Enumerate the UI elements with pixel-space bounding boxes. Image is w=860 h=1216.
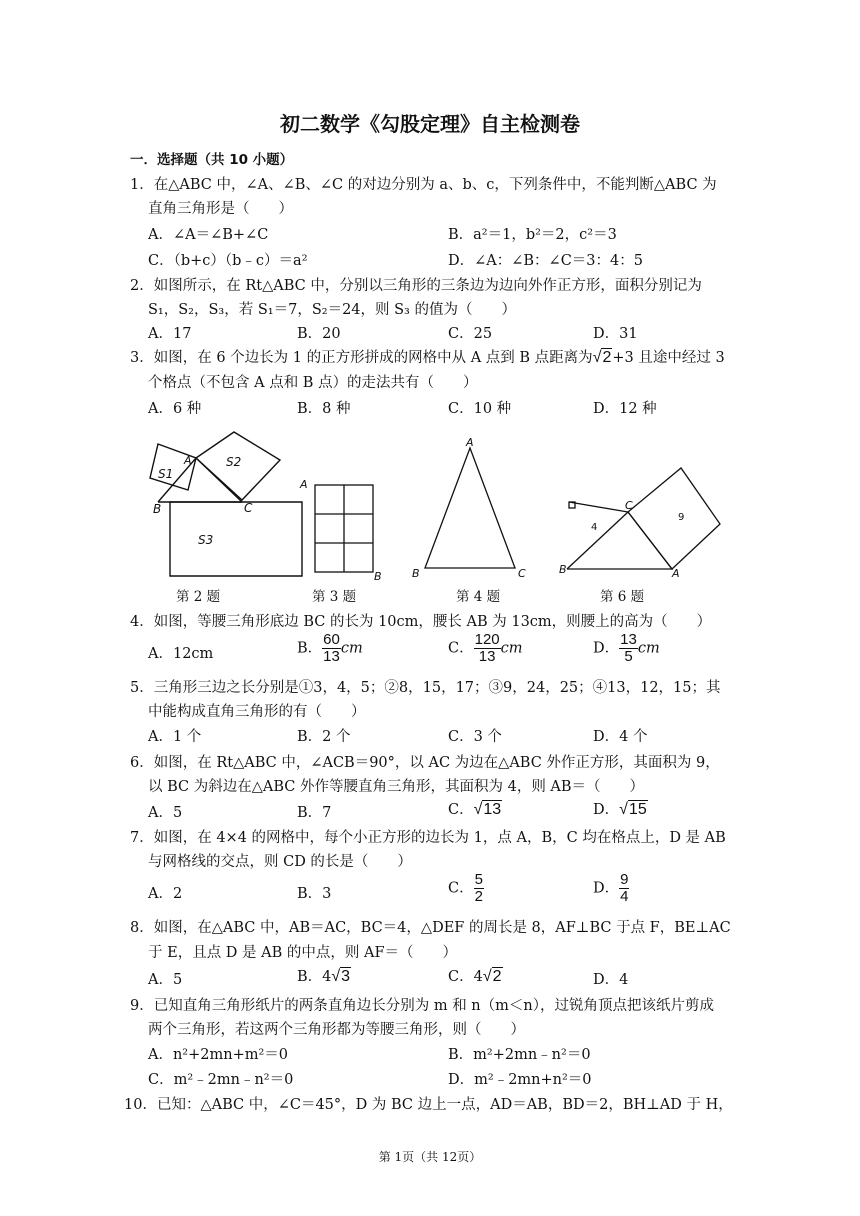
- q4-option-c: [448, 632, 523, 665]
- q1-option-d: D．∠A：∠B：∠C＝3：4：5: [448, 253, 643, 269]
- radicand: 15: [628, 801, 647, 818]
- q3-stem-part1: 3．如图，在 6 个边长为 1 的正方形拼成的网格中从 A 点到 B 点距离为: [130, 350, 593, 366]
- fig6-area-9: 9: [678, 512, 685, 523]
- fig4-label-c: C: [518, 567, 526, 580]
- q1-option-c: C．（b+c）（b﹣c）＝a²: [148, 253, 308, 269]
- radicand: 13: [483, 801, 502, 818]
- q7-stem-line1: 7．如图，在 4×4 的网格中，每个小正方形的边长为 1，点 A，B，C 均在格点上，D 是 AB: [130, 830, 726, 846]
- fig6-label-b: B: [559, 563, 567, 576]
- q8-option-b: [297, 965, 351, 986]
- option-label: C．: [448, 640, 474, 657]
- fig6-label-a: A: [672, 567, 680, 580]
- fig4-label-a: A: [466, 436, 474, 449]
- q2-stem-line1: 2．如图所示，在 Rt△ABC 中，分别以三角形的三条边为边向外作正方形，面积分别记为: [130, 278, 702, 294]
- denominator: 2: [474, 888, 483, 905]
- q3-option-d: D．12 种: [593, 401, 657, 417]
- sqrt-expression: √2: [592, 349, 612, 366]
- option-label: B．4: [297, 969, 332, 985]
- figure-3-caption: 第 3 题: [312, 589, 357, 605]
- fraction: [619, 872, 629, 905]
- fraction: [619, 632, 638, 665]
- q6-option-b: B．7: [297, 805, 332, 821]
- figure-2-caption: 第 2 题: [176, 589, 221, 605]
- square-on-ac: [628, 468, 720, 569]
- q5-stem-line2: 中能构成直角三角形的有（ ）: [148, 704, 366, 720]
- q1-option-a: A．∠A＝∠B+∠C: [148, 227, 269, 243]
- numerator: 5: [474, 871, 483, 888]
- figure-3-grid: [315, 485, 373, 572]
- q8-stem-line2: 于 E，且点 D 是 AB 的中点，则 AF＝（ ）: [148, 945, 458, 961]
- option-label: D．: [593, 640, 620, 657]
- q1-option-b: B．a²＝1，b²＝2，c²＝3: [448, 227, 617, 243]
- figure-6-caption: 第 6 题: [600, 589, 645, 605]
- option-label: C．: [448, 880, 474, 897]
- unit: cm: [340, 640, 363, 657]
- q9-stem-line1: 9．已知直角三角形纸片的两条直角边长分别为 m 和 n（m＜n），过锐角顶点把该纸片剪成: [130, 998, 714, 1014]
- page-title: 初二数学《勾股定理》自主检测卷: [280, 112, 580, 136]
- q5-option-d: D．4 个: [593, 729, 648, 745]
- q4-option-a: A．12cm: [148, 646, 214, 662]
- q7-option-c: [448, 872, 484, 905]
- q8-option-a: A．5: [148, 972, 183, 988]
- denominator: 5: [624, 648, 633, 665]
- q3-option-a: A．6 种: [148, 401, 202, 417]
- q6-option-c: [448, 798, 502, 819]
- q6-option-d: [593, 798, 648, 819]
- fig2-label-s3: S3: [198, 533, 214, 547]
- figure-6: [567, 468, 720, 569]
- q7-option-a: A．2: [148, 886, 183, 902]
- numerator: 60: [323, 631, 340, 648]
- fig2-label-s1: S1: [158, 467, 174, 481]
- q4-option-b: [297, 632, 363, 665]
- sqrt-expression: √13: [473, 801, 502, 818]
- sqrt-expression: √15: [619, 801, 647, 818]
- q4-stem: 4．如图，等腰三角形底边 BC 的长为 10cm，腰长 AB 为 13cm，则腰上的高为（ ）: [130, 614, 712, 630]
- q9-option-b: B．m²+2mn﹣n²＝0: [448, 1047, 591, 1063]
- denominator: 13: [478, 648, 496, 665]
- figure-4-triangle: [425, 448, 515, 568]
- right-isosceles-triangle: [567, 502, 628, 569]
- q9-option-c: C．m²﹣2mn﹣n²＝0: [148, 1072, 294, 1088]
- q9-option-a: A．n²+2mn+m²＝0: [148, 1047, 289, 1063]
- unit: cm: [500, 640, 523, 657]
- q5-option-a: A．1 个: [148, 729, 202, 745]
- q6-stem-line1: 6．如图，在 Rt△ABC 中，∠ACB＝90°，以 AC 为边在△ABC 外作正方形，其面积为 9，: [130, 755, 720, 771]
- figure-4-caption: 第 4 题: [456, 589, 501, 605]
- fig2-label-s2: S2: [226, 455, 242, 469]
- fraction: [474, 872, 484, 905]
- figures-row: [120, 430, 740, 590]
- option-label: C．4: [448, 969, 483, 985]
- q5-option-b: B．2 个: [297, 729, 351, 745]
- fraction: [474, 632, 501, 665]
- fig6-label-c: C: [625, 499, 633, 512]
- q8-option-c: [448, 965, 503, 986]
- option-label: D．: [593, 802, 620, 818]
- section-heading: 一．选择题（共 10 小题）: [130, 152, 294, 168]
- sqrt-expression: √3: [331, 968, 351, 985]
- square-s3: [170, 502, 302, 576]
- q7-stem-line2: 与网格线的交点，则 CD 的长是（ ）: [148, 854, 412, 870]
- q7-option-b: B．3: [297, 886, 332, 902]
- q8-stem-line1: 8．如图，在△ABC 中，AB＝AC，BC＝4，△DEF 的周长是 8，AF⊥BC 于点 F，BE⊥AC: [130, 920, 731, 936]
- unit: cm: [637, 640, 660, 657]
- figure-2: [150, 432, 302, 576]
- q3-stem-line1: [130, 346, 725, 367]
- q2-stem-line2: S₁，S₂，S₃，若 S₁＝7，S₂＝24，则 S₃ 的值为（ ）: [148, 302, 516, 318]
- q5-option-c: C．3 个: [448, 729, 502, 745]
- q2-option-b: B．20: [297, 326, 341, 342]
- q8-option-d: D．4: [593, 972, 629, 988]
- denominator: 13: [323, 648, 340, 665]
- q2-option-d: D．31: [593, 326, 638, 342]
- page-footer: 第 1页（共 12页）: [378, 1150, 482, 1164]
- fig6-area-4: 4: [591, 522, 598, 533]
- denominator: 4: [620, 888, 629, 905]
- q3-option-c: C．10 种: [448, 401, 512, 417]
- fig4-label-b: B: [412, 567, 420, 580]
- q1-stem-line2: 直角三角形是（ ）: [148, 201, 293, 217]
- q10-stem-line1: 10．已知：△ABC 中，∠C＝45°，D 为 BC 边上一点，AD＝AB，BD＝2，BH⊥AD 于 H，: [124, 1097, 733, 1113]
- q2-option-a: A．17: [148, 326, 192, 342]
- q2-option-c: C．25: [448, 326, 493, 342]
- q3-stem-part2: +3 且途中经过 3: [612, 350, 725, 366]
- radicand: 2: [602, 349, 612, 366]
- q3-stem-line2: 个格点（不包含 A 点和 B 点）的走法共有（ ）: [148, 375, 478, 391]
- q9-option-d: D．m²﹣2mn+n²＝0: [448, 1072, 592, 1088]
- q4-option-d: [593, 632, 660, 665]
- numerator: 120: [474, 631, 500, 648]
- radicand: 2: [492, 968, 502, 985]
- q3-option-b: B．8 种: [297, 401, 351, 417]
- fig3-label-b: B: [374, 570, 382, 583]
- fig3-label-a: A: [300, 478, 308, 491]
- numerator: 9: [620, 871, 629, 888]
- fraction: [322, 632, 341, 665]
- q7-option-d: [593, 872, 629, 905]
- q6-option-a: A．5: [148, 805, 183, 821]
- fig2-label-c: C: [244, 501, 253, 515]
- q1-stem-line1: 1．在△ABC 中，∠A、∠B、∠C 的对边分别为 a、b、c，下列条件中，不能判断△ABC 为: [130, 177, 717, 193]
- q5-stem-line1: 5．三角形三边之长分别是①3，4，5；②8，15，17；③9，24，25；④13，12，15；其: [130, 680, 721, 696]
- numerator: 13: [620, 631, 637, 648]
- option-label: B．: [297, 640, 323, 657]
- q9-stem-line2: 两个三角形，若这两个三角形都为等腰三角形，则（ ）: [148, 1022, 525, 1038]
- q6-stem-line2: 以 BC 为斜边在△ABC 外作等腰直角三角形，其面积为 4，则 AB＝（ ）: [148, 779, 645, 795]
- option-label: C．: [448, 802, 474, 818]
- fig2-label-b: B: [153, 502, 162, 516]
- sqrt-expression: √2: [482, 968, 502, 985]
- option-label: D．: [593, 880, 620, 897]
- fig2-label-a: A: [184, 454, 192, 467]
- radicand: 3: [341, 968, 351, 985]
